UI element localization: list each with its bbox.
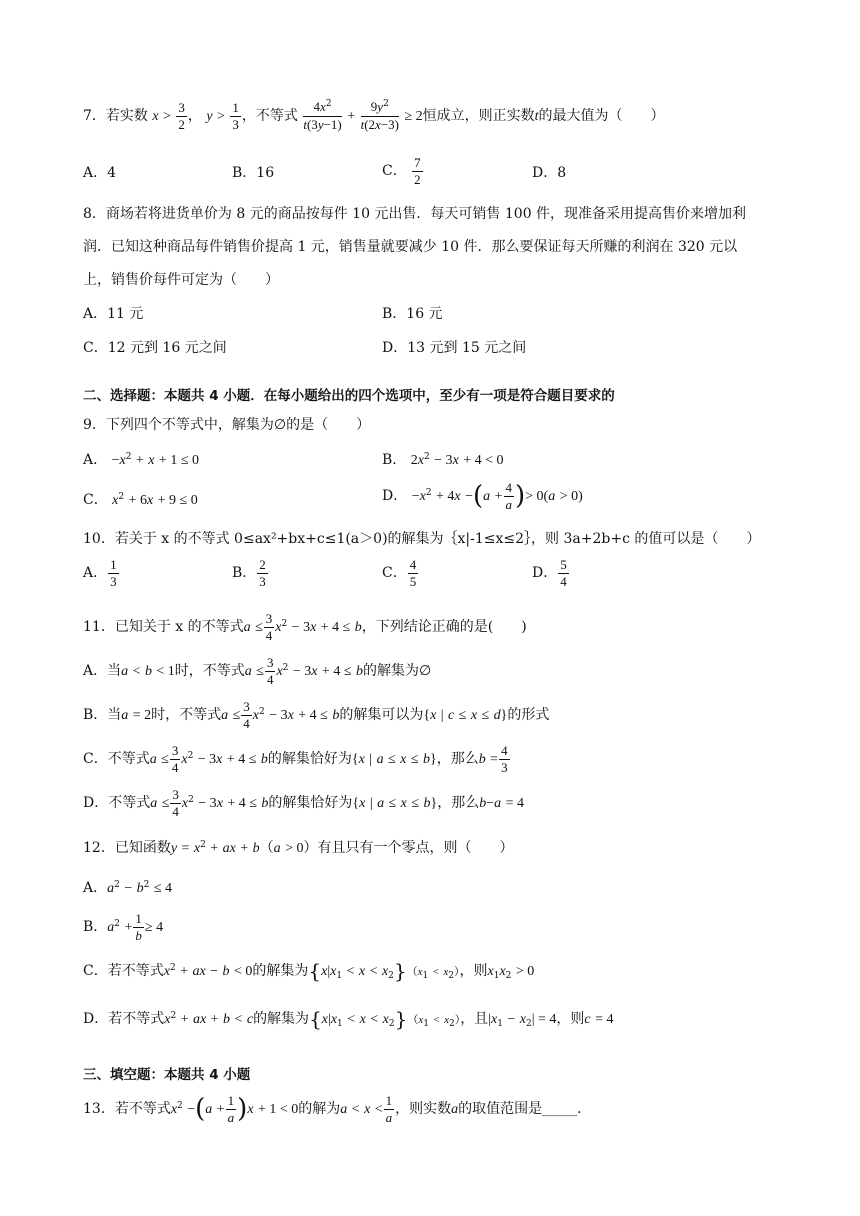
q10-a-num: 1: [110, 557, 117, 572]
q10-c-den: 5: [409, 573, 417, 589]
q13-var-a: a: [451, 1102, 459, 1118]
q10-b-den: 3: [259, 573, 266, 589]
q10-stem: 10．若关于 x 的不等式 0≤ax²+bx+c≤1(a＞0)的解集为｛x|-1≤x≤2｝，则 3a+2b+c 的值可以是（ ）: [83, 531, 761, 547]
q11-c-end: ，那么: [436, 751, 479, 768]
q10-d-den: 4: [560, 573, 567, 589]
q8-option-b[interactable]: B．16 元: [382, 306, 443, 322]
q12-c-mid: 的解集为: [252, 963, 309, 979]
q9-option-d[interactable]: D． $-x^2 + 4x -(a$ + $\frac{4}{a}$ )> 0(a > 0): [382, 480, 583, 512]
q7-stem: 7．若实数 x > $\frac{3}{2}$ ， y > $\frac{1}{3}$ ，不等式 $\frac{4x^2}{t(3y-1)}$ + $\frac{9y^2}{t(2x-3)}$ ≥ 2恒成立，则正实数t的最大值为（ ）: [83, 99, 665, 132]
q7-tail: 的最大值为（ ）: [538, 108, 665, 125]
q12-stem-b: 有且只有一个零点，则（ ）: [317, 840, 514, 856]
q9-a-label: A．: [83, 452, 108, 468]
q7-text-end: 恒成立，则正实数: [422, 108, 535, 125]
q11-d-mid: 的解集恰好为: [268, 795, 353, 812]
q11-option-c[interactable]: C．不等式a ≤ $\frac{3}{4}$ $x^2 - 3x + 4 \le b$的解集恰好为{x | a ≤ x ≤ b}，那么b = $\frac{4}{3}$: [83, 743, 508, 775]
q7-text-mid: ，不等式: [241, 108, 298, 125]
section-3-heading: 三、填空题：本题共 4 小题: [83, 1067, 251, 1083]
q13-stem-c: ，则实数: [395, 1101, 452, 1118]
q7-sep: ，: [187, 108, 202, 125]
q11-a-end: 的解集为: [362, 663, 419, 680]
section-2-heading: 二、选择题：本题共 4 小题．在每小题给出的四个选项中，至少有一项是符合题目要求的: [83, 388, 615, 404]
q11-option-d[interactable]: D．不等式a ≤ $\frac{3}{4}$ $x^2 - 3x + 4 \le b$的解集恰好为{x | a ≤ x ≤ b}，那么b−a = 4: [83, 787, 524, 819]
q10-c-num: 4: [409, 557, 417, 572]
q7-option-c-label: C．: [382, 163, 407, 180]
q7-option-c[interactable]: [382, 156, 424, 186]
q12-d-end: ，则: [556, 1011, 585, 1027]
q12-option-a[interactable]: A．$a^2 - b^2 \le 4$: [83, 880, 173, 896]
q11-c-pre: C．不等式: [83, 751, 150, 768]
q13-stem-a: 13．若不等式: [83, 1101, 171, 1118]
q7-option-d[interactable]: D．8: [532, 165, 567, 181]
q12-b-label: B．: [83, 919, 108, 936]
q9-option-c[interactable]: C． $x^2 + 6x + 9 \le 0$: [83, 492, 198, 508]
q10-d-num: 5: [560, 557, 567, 572]
q9-d-label: D．: [382, 488, 408, 505]
q12-d-mid: 的解集为: [253, 1011, 310, 1027]
q8-line-3: 上，销售价每件可定为（ ）: [83, 272, 279, 288]
q10-b-label: B．: [232, 565, 257, 582]
q11-d-pre: D．不等式: [83, 795, 151, 812]
q7-c-num: 7: [414, 155, 421, 170]
q11-a-pre: A．当: [83, 663, 122, 680]
q10-c-label: C．: [382, 565, 407, 582]
q8-option-a[interactable]: A．11 元: [83, 306, 144, 322]
q10-a-label: A．: [83, 565, 108, 582]
q12-c-pre: C．若不等式: [83, 963, 164, 979]
q8-line-2: 润．已知这种商品每件销售价提高 1 元，销售量就要减少 10 件．那么要保证每天所赚的利润在 320 元以: [83, 239, 738, 255]
q10-b-num: 2: [259, 557, 266, 572]
q11-b-end: 的解集可以为: [339, 707, 424, 724]
q11-stem-b: ，下列结论正确的是( ): [361, 619, 527, 636]
q12-stem-a: 12．已知函数: [83, 840, 171, 856]
q9-stem-a: 9．下列四个不等式中，解集为: [83, 417, 274, 433]
q10-d-label: D．: [532, 565, 558, 582]
q12-option-d[interactable]: D．若不等式$x^2$ + ax + b < c的解集为$\{x|x_1 < x < x_2\}(x_1 < x_2)$，且$|x_1 - x_2| = 4$，则c = 4: [83, 1007, 614, 1031]
q12-option-c[interactable]: C．若不等式$x^2$ + ax − b < 0的解集为$\{x|x_1 < x < x_2\}(x_1 < x_2)$，则$x_1x_2 > 0$: [83, 959, 535, 983]
q12-d-pre: D．若不等式: [83, 1011, 165, 1027]
q9-stem: 9．下列四个不等式中，解集为∅的是（ ）: [83, 417, 371, 433]
q11-stem: 11．已知关于 x 的不等式a ≤ $\frac{3}{4}$ $x^2 - 3x + 4 \le b$，下列结论正确的是( ): [83, 611, 527, 643]
q12-a-label: A．: [83, 880, 108, 896]
q11-b-tail: 的形式: [507, 707, 550, 724]
q8-line-1: 8．商场若将进货单价为 8 元的商品按每件 10 元出售．每天可销售 100 件，现准备采用提高售价来增加利: [83, 206, 747, 222]
q12-option-b[interactable]: B．$a^2$ + $\frac{1}{b}$ ≥ 4: [83, 911, 164, 943]
q13-answer-blank[interactable]: _____: [542, 1101, 578, 1118]
q11-a-mid: 时，不等式: [174, 663, 245, 680]
q11-b-mid: 时，不等式: [151, 707, 222, 724]
q7-option-a[interactable]: A．4: [83, 165, 117, 181]
q12-stem: 12．已知函数$y = x^2$ + ax + b（a > 0）有且只有一个零点，则（ ）: [83, 840, 514, 856]
q12-d-mid2: ，且: [460, 1011, 489, 1027]
q12-c-end: ，则: [459, 963, 488, 979]
q11-option-b[interactable]: B．当a = 2时，不等式a ≤ $\frac{3}{4}$ $x^2 - 3x + 4 \le b$的解集可以为{x | c ≤ x ≤ d}的形式: [83, 699, 550, 731]
q8-option-d[interactable]: D．13 元到 15 元之间: [382, 340, 527, 356]
q13-stem: 13．若不等式$x^2 -(a$ + $\frac{1}{a}$ )x + 1 < 0的解为a < x < $\frac{1}{a}$ ，则实数a的取值范围是_____．: [83, 1093, 592, 1125]
q11-stem-a: 11．已知关于 x 的不等式: [83, 619, 244, 636]
q7-option-b[interactable]: B．16: [232, 165, 275, 181]
q7-var-t: t: [534, 109, 539, 125]
q8-option-c[interactable]: C．12 元到 16 元之间: [83, 340, 227, 356]
q13-stem-b: 的解为: [298, 1101, 341, 1118]
q9-stem-b: 的是（ ）: [286, 417, 371, 433]
q7-c-den: 2: [414, 171, 421, 187]
q13-stem-d: 的取值范围是: [458, 1101, 543, 1118]
q9-option-b[interactable]: B． $2x^2 - 3x + 4 < 0$: [382, 452, 504, 468]
q9-b-label: B．: [382, 452, 407, 468]
q13-period: ．: [577, 1101, 592, 1118]
q9-c-label: C．: [83, 492, 108, 508]
q10-option-a[interactable]: [83, 558, 120, 588]
q10-option-c[interactable]: [382, 558, 419, 588]
q10-option-d[interactable]: [532, 558, 570, 588]
q7-prefix: 7．若实数: [83, 108, 148, 125]
q11-b-pre: B．当: [83, 707, 122, 724]
q9-option-a[interactable]: A． $-x^2 + x + 1 \le 0$: [83, 452, 200, 468]
q11-option-a[interactable]: A．当a < b < 1时，不等式a ≤ $\frac{3}{4}$ $x^2 - 3x + 4 \le b$的解集为∅: [83, 655, 432, 687]
q11-d-end: ，那么: [437, 795, 480, 812]
q10-option-b[interactable]: [232, 558, 269, 588]
q11-c-mid: 的解集恰好为: [267, 751, 352, 768]
q10-a-den: 3: [110, 573, 117, 589]
